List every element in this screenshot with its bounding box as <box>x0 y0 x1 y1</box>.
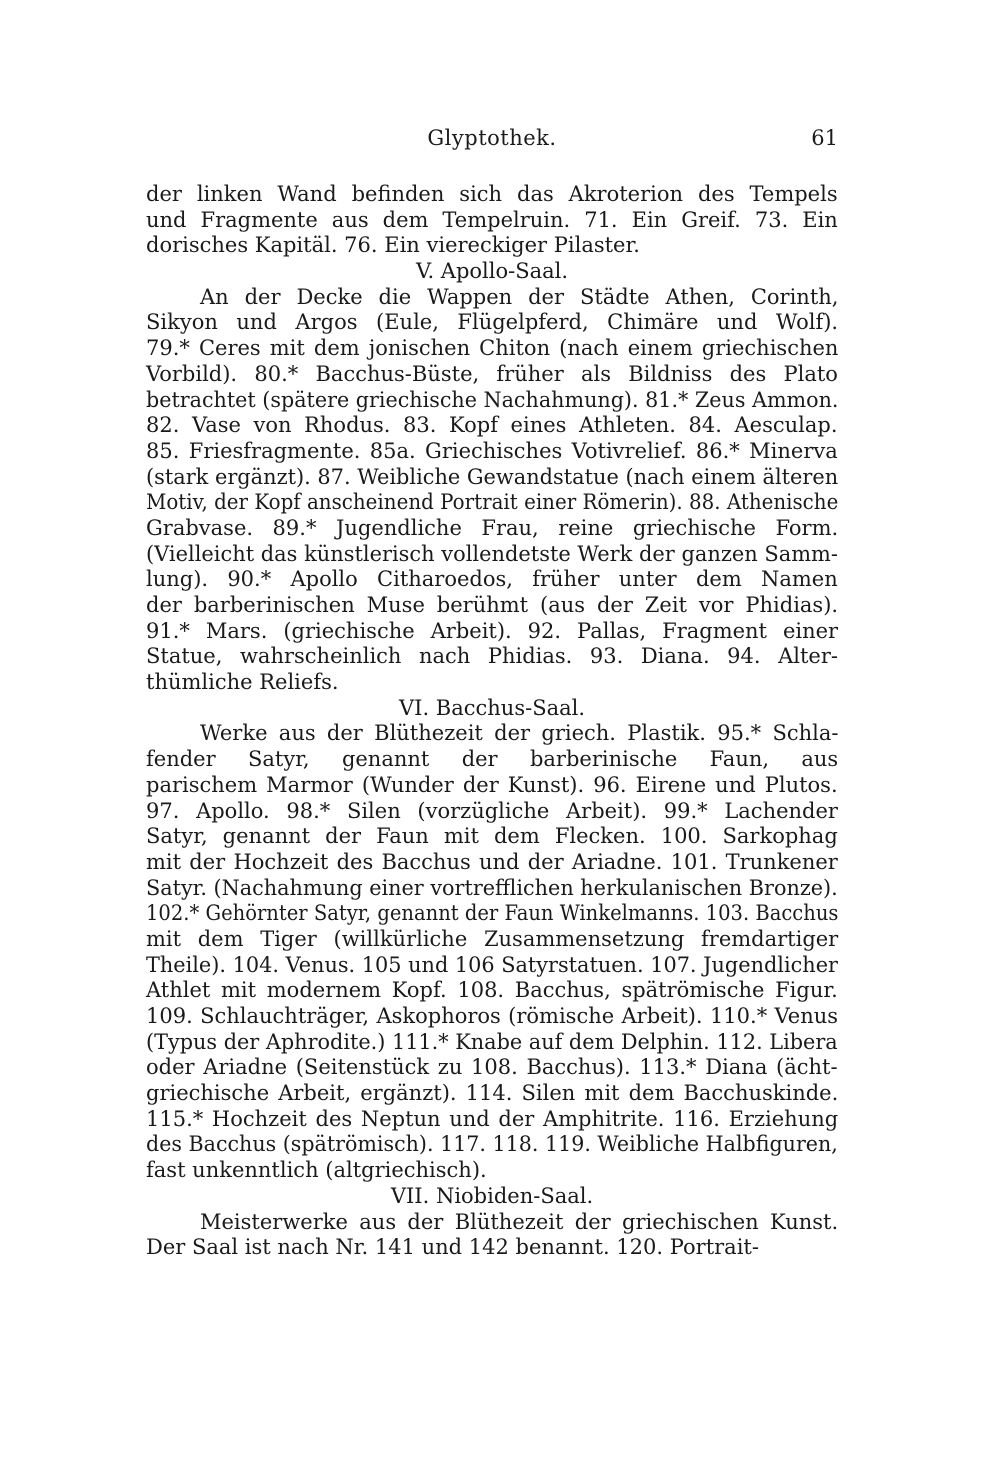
text-line: 85. Friesfragmente. 85a. Griechisches Votivrelief. 86.* Minerva <box>146 438 838 463</box>
text-line: Theile). 104. Venus. 105 und 106 Satyrstatuen. 107. Jugendlicher <box>146 952 838 977</box>
text-line: Der Saal ist nach Nr. 141 und 142 benannt. 120. Portrait- <box>146 1235 759 1260</box>
text-line: 79.* Ceres mit dem jonischen Chiton (nach einem griechischen <box>146 336 839 361</box>
text-line: 115.* Hochzeit des Neptun und der Amphitrite. 116. Erziehung <box>146 1106 839 1131</box>
text-line: griechische Arbeit, ergänzt). 114. Silen mit dem Bacchuskinde. <box>146 1081 839 1106</box>
text-line: dorisches Kapitäl. 76. Ein viereckiger Pilaster. <box>146 233 640 258</box>
text-line: Meisterwerke aus der Blüthezeit der griechischen Kunst. <box>200 1209 839 1234</box>
text-line: fast unkenntlich (altgriechisch). <box>146 1158 487 1183</box>
text-line: Vorbild). 80.* Bacchus-Büste, früher als Bildniss des Plato <box>146 361 838 386</box>
section-heading: V. Apollo-Saal. <box>415 259 569 284</box>
text-line: oder Ariadne (Seitenstück zu 108. Bacchus). 113.* Diana (ächt- <box>146 1055 838 1080</box>
text-line: der linken Wand befinden sich das Akroterion des Tempels <box>146 182 838 206</box>
text-line: 109. Schlauchträger, Askophoros (römische Arbeit). 110.* Venus <box>146 1004 839 1028</box>
text-line: betrachtet (spätere griechische Nachahmung). 81.* Zeus Ammon. <box>146 387 839 412</box>
text-line: Athlet mit modernem Kopf. 108. Bacchus, spätrömische Figur. <box>146 978 838 1003</box>
section-heading: VII. Niobiden-Saal. <box>390 1183 594 1208</box>
text-line: Werke aus der Blüthezeit der griech. Plastik. 95.* Schla- <box>200 721 839 746</box>
text-line: parischem Marmor (Wunder der Kunst). 96. Eirene und Plutos. <box>146 772 838 797</box>
text-line: Motiv, der Kopf anscheinend Portrait einer Römerin). 88. Athenische <box>146 490 839 515</box>
text-line: Statue, wahrscheinlich nach Phidias. 93. Diana. 94. Alter- <box>146 644 838 669</box>
text-line: An der Decke die Wappen der Städte Athen, Corinth, <box>200 284 839 309</box>
page-header <box>146 126 838 156</box>
text-line: Satyr, genannt der Faun mit dem Flecken. 100. Sarkophag <box>146 824 838 849</box>
text-line: mit dem Tiger (willkürliche Zusammensetzung fremdartiger <box>146 926 839 951</box>
page-number: 61 <box>811 126 838 150</box>
text-line: (Vielleicht das künstlerisch vollendetste Werk der ganzen Samm- <box>146 541 839 566</box>
text-line: 102.* Gehörnter Satyr, genannt der Faun Winkelmanns. 103. Bacchus <box>146 901 839 926</box>
section-heading: VI. Bacchus-Saal. <box>398 695 586 720</box>
text-line: 82. Vase von Rhodus. 83. Kopf eines Athleten. 84. Aesculap. <box>146 413 838 438</box>
text-line: (Typus der Aphrodite.) 111.* Knabe auf dem Delphin. 112. Libera <box>146 1029 838 1054</box>
text-line: der barberinischen Muse berühmt (aus der Zeit vor Phidias). <box>146 593 839 617</box>
text-line: Satyr. (Nachahmung einer vortrefflichen herkulanischen Bronze). <box>146 875 838 900</box>
text-line: und Fragmente aus dem Tempelruin. 71. Ein Greif. 73. Ein <box>146 207 838 232</box>
text-line: 91.* Mars. (griechische Arbeit). 92. Pallas, Fragment einer <box>146 618 839 643</box>
text-line: Sikyon und Argos (Eule, Flügelpferd, Chimäre und Wolf). <box>146 310 839 335</box>
page-body <box>146 182 838 1261</box>
text-line: (stark ergänzt). 87. Weibliche Gewandstatue (nach einem älteren <box>146 464 839 489</box>
text-line: des Bacchus (spätrömisch). 117. 118. 119. Weibliche Halbfiguren, <box>146 1132 838 1157</box>
text-line: thümliche Reliefs. <box>146 670 339 695</box>
text-line: lung). 90.* Apollo Citharoedos, früher unter dem Namen <box>146 567 838 592</box>
text-line: Grabvase. 89.* Jugendliche Frau, reine griechische Form. <box>146 515 839 540</box>
running-title: Glyptothek. <box>427 126 557 150</box>
text-line: mit der Hochzeit des Bacchus und der Ariadne. 101. Trunkener <box>146 849 838 874</box>
text-line: fender Satyr, genannt der barberinische Faun, aus <box>146 747 839 772</box>
text-line: 97. Apollo. 98.* Silen (vorzügliche Arbeit). 99.* Lachender <box>146 798 838 823</box>
